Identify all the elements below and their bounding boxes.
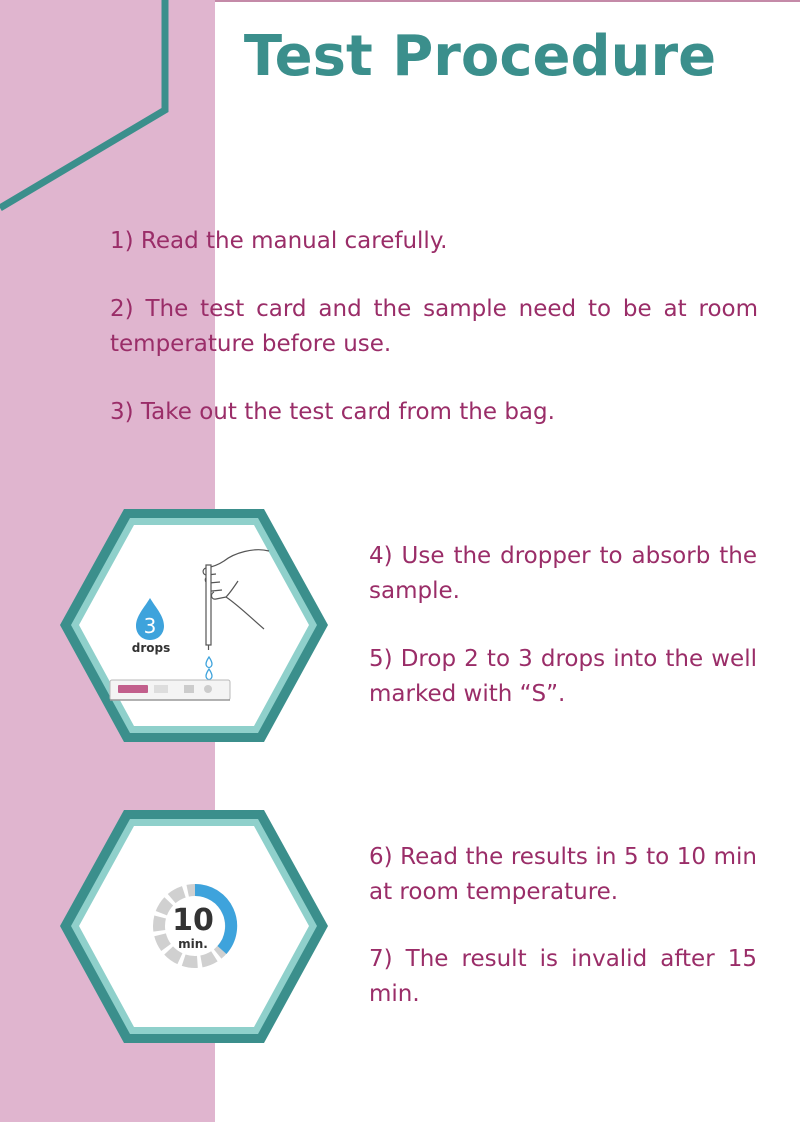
top-rule	[215, 0, 800, 2]
timer-unit: min.	[178, 937, 208, 951]
drops-label: drops	[131, 641, 171, 655]
step-2: 2) The test card and the sample need to be at room temperature before use.	[110, 296, 758, 357]
page-title: Test Procedure	[243, 24, 717, 89]
timer-value: 10	[172, 903, 214, 938]
test-cassette-icon	[110, 680, 230, 700]
step-4: 4) Use the dropper to absorb the sample.	[369, 543, 757, 604]
corner-line-decoration	[0, 0, 215, 220]
timer-illustration	[54, 806, 334, 1047]
step-5: 5) Drop 2 to 3 drops into the well marked with “S”.	[369, 646, 757, 707]
dropper-illustration	[54, 505, 334, 746]
step-7: 7) The result is invalid after 15 min.	[369, 946, 757, 1007]
step-1: 1) Read the manual carefully.	[110, 228, 448, 254]
step-6: 6) Read the results in 5 to 10 min at room temperature.	[369, 844, 757, 905]
drops-count: 3	[143, 614, 157, 638]
step-3: 3) Take out the test card from the bag.	[110, 399, 555, 425]
